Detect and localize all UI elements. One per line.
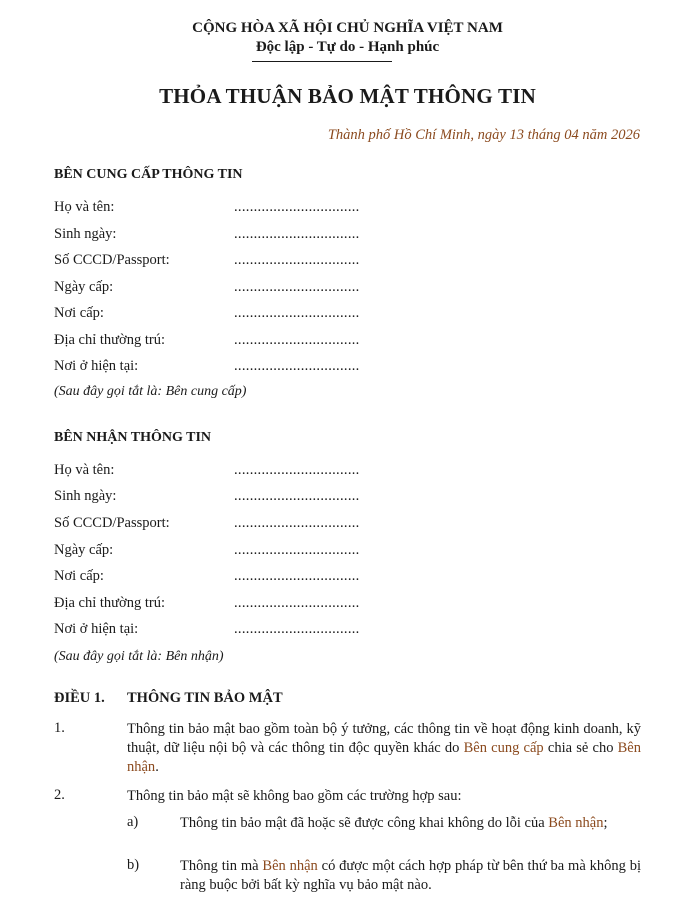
field-blank: ................................ <box>234 358 360 374</box>
article-title: THÔNG TIN BẢO MẬT <box>127 690 283 706</box>
clause-text-part: . <box>155 759 159 775</box>
field-label: Sinh ngày: <box>54 488 117 504</box>
party-term: Bên nhận <box>127 740 641 775</box>
field-label: Nơi cấp: <box>54 568 104 584</box>
provider-field-row <box>54 252 374 272</box>
clause-number: 2. <box>54 787 65 803</box>
receiver-field-row <box>54 621 374 641</box>
receiver-heading: BÊN NHẬN THÔNG TIN <box>54 430 212 445</box>
field-blank: ................................ <box>234 568 360 584</box>
receiver-field-row <box>54 462 374 482</box>
provider-heading: BÊN CUNG CẤP THÔNG TIN <box>54 167 243 182</box>
place-date: Thành phố Hồ Chí Minh, ngày 13 tháng 04 năm 2026 <box>327 127 640 143</box>
provider-field-row <box>54 332 374 352</box>
field-label: Nơi ở hiện tại: <box>54 358 139 374</box>
clause-text-part: Thông tin bảo mật bao gồm toàn bộ ý tưởng, các thông tin về hoạt động kinh doanh, kỹ thuật, dữ liệu nội bộ và các thông tin độc quyền khác do <box>127 721 641 756</box>
country-name: CỘNG HÒA XÃ HỘI CHỦ NGHĨA VIỆT NAM <box>192 20 503 36</box>
field-label: Số CCCD/Passport: <box>54 515 170 531</box>
field-blank: ................................ <box>234 199 360 215</box>
field-label: Sinh ngày: <box>54 226 117 242</box>
clause-text <box>127 720 641 777</box>
field-label: Nơi ở hiện tại: <box>54 621 139 637</box>
field-blank: ................................ <box>234 595 360 611</box>
subclause-text-part: ; <box>603 815 608 831</box>
motto-underline <box>252 61 392 62</box>
subclause-text <box>180 857 641 895</box>
subclause-text-part: Thông tin bảo mật đã hoặc sẽ được công khai không do lỗi của <box>180 815 549 831</box>
document-title: THỎA THUẬN BẢO MẬT THÔNG TIN <box>159 84 536 108</box>
provider-field-row <box>54 199 374 219</box>
receiver-field-row <box>54 542 374 562</box>
provider-field-row <box>54 226 374 246</box>
subclause-text-part: Thông tin mà <box>180 858 263 874</box>
subclause-text <box>180 814 641 833</box>
party-term: Bên cung cấp <box>463 740 544 756</box>
national-motto: Độc lập - Tự do - Hạnh phúc <box>255 39 440 55</box>
field-blank: ................................ <box>234 226 360 242</box>
receiver-field-row <box>54 515 374 535</box>
party-term: Bên nhận <box>262 858 318 874</box>
clause-number: 1. <box>54 720 65 736</box>
field-label: Địa chỉ thường trú: <box>54 595 165 611</box>
provider-alias-note: (Sau đây gọi tắt là: Bên cung cấp) <box>54 384 247 399</box>
receiver-alias-note: (Sau đây gọi tắt là: Bên nhận) <box>54 649 224 664</box>
field-label: Ngày cấp: <box>54 279 114 295</box>
provider-field-row <box>54 305 374 325</box>
field-blank: ................................ <box>234 305 360 321</box>
clause-text-part: chia sẻ cho <box>543 740 618 756</box>
field-blank: ................................ <box>234 252 360 268</box>
receiver-field-row <box>54 488 374 508</box>
party-term: Bên nhận <box>548 815 604 831</box>
field-label: Họ và tên: <box>54 199 115 215</box>
field-blank: ................................ <box>234 488 360 504</box>
field-label: Số CCCD/Passport: <box>54 252 170 268</box>
field-blank: ................................ <box>234 462 360 478</box>
subclause-number: a) <box>127 814 139 830</box>
provider-field-row <box>54 358 374 378</box>
receiver-field-row <box>54 595 374 615</box>
field-blank: ................................ <box>234 621 360 637</box>
field-label: Địa chỉ thường trú: <box>54 332 165 348</box>
subclause-number: b) <box>127 857 140 873</box>
article-number: ĐIỀU 1. <box>54 690 105 706</box>
subclause-text-part: có được một cách hợp pháp từ bên thứ ba mà không bị ràng buộc bởi bất kỳ nghĩa vụ bảo mật nào. <box>180 858 641 893</box>
field-label: Ngày cấp: <box>54 542 114 558</box>
field-blank: ................................ <box>234 542 360 558</box>
clause-text: Thông tin bảo mật sẽ không bao gồm các trường hợp sau: <box>127 788 462 804</box>
receiver-field-row <box>54 568 374 588</box>
field-blank: ................................ <box>234 279 360 295</box>
provider-field-row <box>54 279 374 299</box>
field-label: Nơi cấp: <box>54 305 104 321</box>
field-label: Họ và tên: <box>54 462 115 478</box>
field-blank: ................................ <box>234 332 360 348</box>
field-blank: ................................ <box>234 515 360 531</box>
